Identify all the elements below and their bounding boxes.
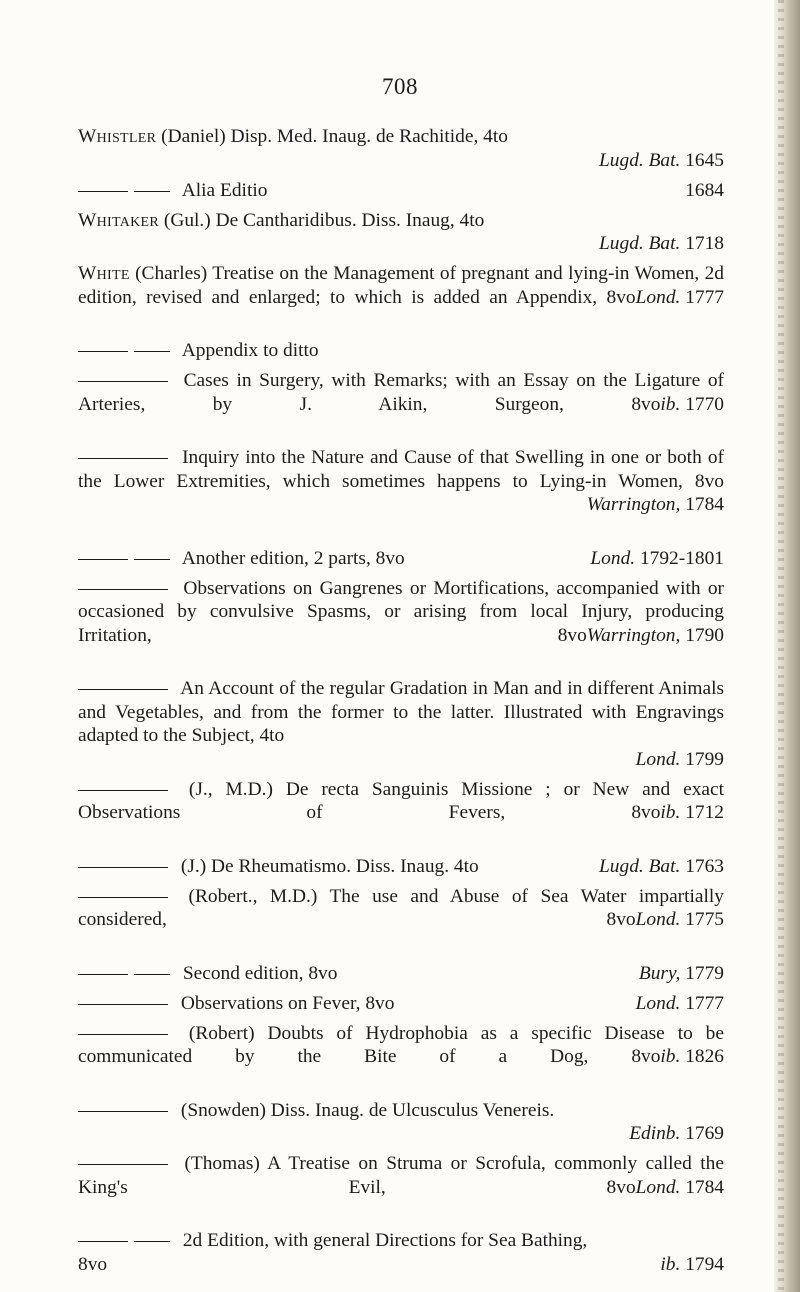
entry-year: 1645 bbox=[685, 149, 724, 171]
entry-year: 1799 bbox=[685, 748, 724, 770]
entry-imprint bbox=[636, 908, 724, 932]
ditto-dash bbox=[78, 191, 128, 192]
entry-year: 1763 bbox=[685, 855, 724, 877]
entry-text: Appendix to ditto bbox=[181, 340, 319, 361]
entry-place: Lond. bbox=[635, 909, 681, 930]
entry-year: 1779 bbox=[685, 962, 724, 984]
entry-year: 1826 bbox=[685, 1046, 724, 1067]
entry-text: (Robert., M.D.) The use and Abuse of Sea Water impartially considered, 8vo bbox=[78, 885, 724, 930]
entry-sanguinis-missione bbox=[78, 778, 724, 849]
entry-text: (Robert) Doubts of Hydrophobia as a specific Disease to be communicated by the Bite of a Dog, 8vo bbox=[78, 1022, 724, 1067]
ditto-dash bbox=[78, 1241, 128, 1242]
entry-text: Cases in Surgery, with Remarks; with an Essay on the Ligature of Arteries, by J. Aikin, Surgeon, 8vo bbox=[78, 370, 724, 415]
entry-imprint bbox=[660, 1045, 724, 1069]
entry-text: Observations on Gangrenes or Mortifications, accompanied with or occasioned by convulsive Spasms, or arising from local Injury, producing Irritation, 8vo bbox=[78, 577, 725, 646]
ditto-dash bbox=[78, 1034, 168, 1035]
entry-text: (Daniel) Disp. Med. Inaug. de Rachitide, 4to bbox=[161, 126, 508, 147]
entry-place: ib. bbox=[660, 1253, 681, 1275]
entry-rheumatismo bbox=[78, 855, 724, 879]
entry-sea-bathing bbox=[78, 1229, 724, 1276]
entry-year: 1790 bbox=[685, 624, 724, 646]
entry-text: (Charles) Treatise on the Management of pregnant and lying-in Women, 2d edition, revised and enlarged; to which is added an Appendix, 8vo bbox=[78, 263, 724, 308]
entry-imprint bbox=[590, 547, 724, 571]
ditto-dash bbox=[78, 589, 168, 590]
entry-place: Lugd. Bat. bbox=[599, 855, 681, 877]
entry-text: An Account of the regular Gradation in Man and in different Animals and Vegetables, and from the former to the latter. Illustrated with Engravings adapted to the Subject, 4to bbox=[78, 678, 725, 746]
entry-year: 1718 bbox=[685, 233, 724, 254]
entry-place: Lond. bbox=[635, 1176, 681, 1198]
entry-place: Bury, bbox=[638, 962, 681, 984]
bibliography-list bbox=[78, 125, 724, 1283]
entry-year: 1792-1801 bbox=[639, 547, 724, 569]
ditto-dash bbox=[134, 559, 170, 560]
entry-place: Warrington, bbox=[586, 494, 681, 515]
entry-year: 1777 bbox=[685, 286, 724, 308]
entry-cases-in-surgery bbox=[78, 369, 724, 440]
page-number: 708 bbox=[382, 74, 418, 99]
ditto-dash bbox=[134, 1241, 170, 1242]
entry-white-charles bbox=[78, 262, 724, 333]
entry-place: Lugd. Bat. bbox=[599, 233, 681, 254]
entry-imprint bbox=[78, 149, 724, 173]
author-surname: Whitaker bbox=[78, 209, 160, 231]
entry-sea-water bbox=[78, 885, 724, 956]
entry-hydrophobia bbox=[78, 1022, 724, 1093]
ditto-dash bbox=[78, 1164, 168, 1165]
entry-inquiry-swelling bbox=[78, 446, 724, 540]
entry-place: Lond. bbox=[635, 992, 681, 1014]
ditto-dash bbox=[78, 458, 168, 459]
entry-imprint bbox=[660, 393, 724, 417]
entry-gangrenes bbox=[78, 577, 724, 671]
entry-year: 1770 bbox=[685, 393, 724, 415]
entry-place: Warrington, bbox=[586, 624, 681, 646]
entry-imprint bbox=[660, 801, 724, 825]
entry-second-edition bbox=[78, 962, 724, 986]
entry-appendix bbox=[78, 339, 724, 363]
entry-text: (Snowden) Diss. Inaug. de Ulcusculus Venereis. bbox=[180, 1099, 555, 1121]
entry-format: 8vo bbox=[78, 1253, 108, 1275]
ditto-dash bbox=[78, 381, 168, 382]
entry-struma bbox=[78, 1152, 724, 1223]
entry-place: Lugd. Bat. bbox=[599, 149, 681, 171]
ditto-dash bbox=[78, 790, 168, 791]
entry-text: Alia Editio bbox=[181, 179, 268, 201]
entry-year: 1712 bbox=[685, 802, 724, 823]
entry-text: (J., M.D.) De recta Sanguinis Missione ; or New and exact Observations of Fevers, 8vo bbox=[78, 778, 724, 823]
entry-imprint bbox=[639, 962, 724, 986]
entry-text: Another edition, 2 parts, 8vo bbox=[181, 547, 405, 569]
entry-text: (J.) De Rheumatismo. Diss. Inaug. 4to bbox=[180, 855, 479, 877]
entry-imprint bbox=[636, 1176, 724, 1200]
entry-imprint bbox=[636, 992, 724, 1016]
ditto-dash bbox=[134, 191, 170, 192]
ditto-dash bbox=[134, 974, 170, 975]
entry-year: 1684 bbox=[685, 179, 724, 201]
ditto-dash bbox=[78, 689, 168, 690]
entry-year: 1777 bbox=[685, 992, 724, 1014]
author-surname: White bbox=[78, 263, 130, 284]
entry-ulcusculus bbox=[78, 1099, 724, 1146]
entry-place: ib. bbox=[660, 393, 681, 415]
entry-place: Lond. bbox=[635, 286, 681, 308]
entry-place: Edinb. bbox=[629, 1123, 681, 1144]
entry-imprint bbox=[78, 748, 724, 772]
entry-text: (Gul.) De Cantharidibus. Diss. Inaug, 4to bbox=[163, 209, 485, 231]
entry-text: 2d Edition, with general Directions for Sea Bathing, bbox=[182, 1230, 588, 1251]
entry-text: Second edition, 8vo bbox=[182, 962, 338, 984]
entry-text: Inquiry into the Nature and Cause of that Swelling in one or both of the Lower Extremities, which sometimes happens to Lying-in Women, 8vo bbox=[78, 447, 724, 492]
ditto-dash bbox=[78, 897, 168, 898]
entry-place: Lond. bbox=[590, 547, 636, 569]
entry-year: 1769 bbox=[685, 1123, 724, 1144]
entry-last-line bbox=[78, 1253, 724, 1277]
ditto-dash bbox=[78, 351, 128, 352]
entry-imprint bbox=[599, 855, 724, 879]
entry-place: ib. bbox=[660, 1046, 681, 1067]
entry-alia-editio bbox=[78, 179, 724, 203]
entry-imprint bbox=[587, 493, 724, 517]
ditto-dash bbox=[134, 351, 170, 352]
ditto-dash bbox=[78, 974, 128, 975]
entry-place: ib. bbox=[660, 802, 681, 823]
entry-text: Observations on Fever, 8vo bbox=[180, 992, 395, 1014]
ditto-dash bbox=[78, 1111, 168, 1112]
page-edge-shadow bbox=[774, 0, 800, 1292]
ditto-dash bbox=[78, 1004, 168, 1005]
entry-regular-gradation bbox=[78, 677, 724, 771]
entry-year: 1784 bbox=[685, 1176, 724, 1198]
entry-whistler bbox=[78, 125, 724, 172]
entry-imprint bbox=[78, 1122, 724, 1146]
entry-imprint bbox=[587, 624, 724, 648]
entry-imprint bbox=[660, 1253, 724, 1277]
entry-observations-fever bbox=[78, 992, 724, 1016]
entry-year: 1794 bbox=[685, 1253, 724, 1275]
entry-imprint bbox=[636, 286, 724, 310]
entry-another-edition bbox=[78, 547, 724, 571]
entry-place: Lond. bbox=[635, 748, 681, 770]
author-surname: Whistler bbox=[78, 126, 157, 147]
ditto-dash bbox=[78, 559, 128, 560]
ditto-dash bbox=[78, 867, 168, 868]
entry-imprint bbox=[78, 232, 724, 256]
entry-whitaker bbox=[78, 209, 724, 256]
entry-year: 1775 bbox=[685, 909, 724, 930]
entry-text: (Thomas) A Treatise on Struma or Scrofula, commonly called the King's Evil, 8vo bbox=[78, 1153, 724, 1198]
entry-year: 1784 bbox=[685, 494, 724, 515]
